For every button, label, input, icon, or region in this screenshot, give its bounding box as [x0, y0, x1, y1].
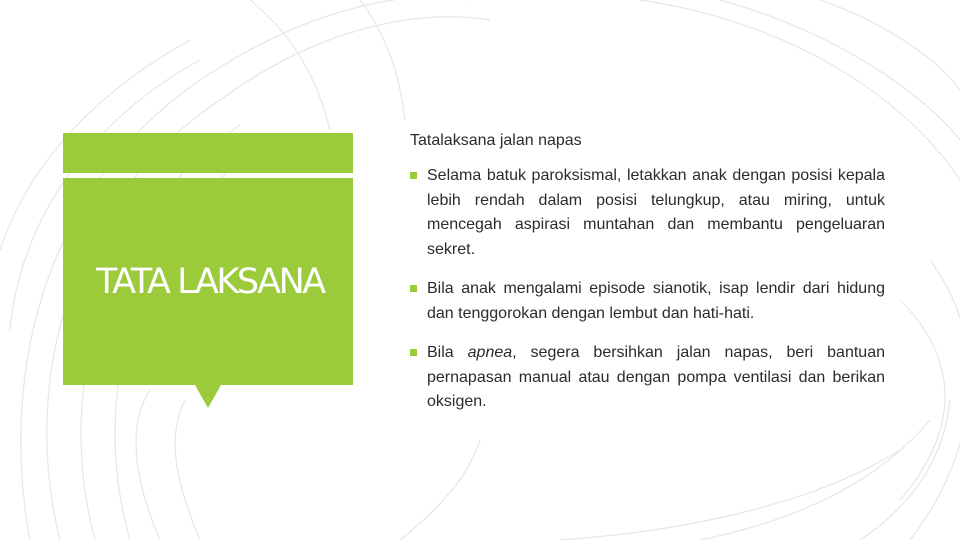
- bullet-text-start: Bila: [427, 344, 468, 361]
- bullet-text-end: , segera bersihkan jalan napas, beri bantuan pernapasan manual atau dengan pompa ventilasi dan berikan oksigen.: [427, 344, 885, 410]
- bullet-text: Bila anak mengalami episode sianotik, isap lendir dari hidung dan tenggorokan dengan lembut dan hati-hati.: [427, 280, 885, 322]
- slide-title: TATA LAKSANA: [96, 262, 324, 302]
- title-panel-pointer: [195, 385, 221, 408]
- square-bullet-icon: [410, 285, 417, 292]
- bullet-text: Selama batuk paroksismal, letakkan anak dengan posisi kepala lebih rendah dalam posisi telungkup, atau miring, untuk mencegah aspirasi muntahan dan membantu pengeluaran sekret.: [427, 167, 885, 258]
- content-area: [410, 130, 885, 430]
- content-heading: Tatalaksana jalan napas: [410, 132, 582, 149]
- bullet-item: [410, 277, 885, 326]
- bullet-list: [410, 164, 885, 415]
- square-bullet-icon: [410, 172, 417, 179]
- bullet-text-emphasis: apnea: [467, 344, 513, 361]
- bullet-item: [410, 341, 885, 415]
- bullet-item: [410, 164, 885, 262]
- accent-bar: [63, 133, 353, 173]
- square-bullet-icon: [410, 349, 417, 356]
